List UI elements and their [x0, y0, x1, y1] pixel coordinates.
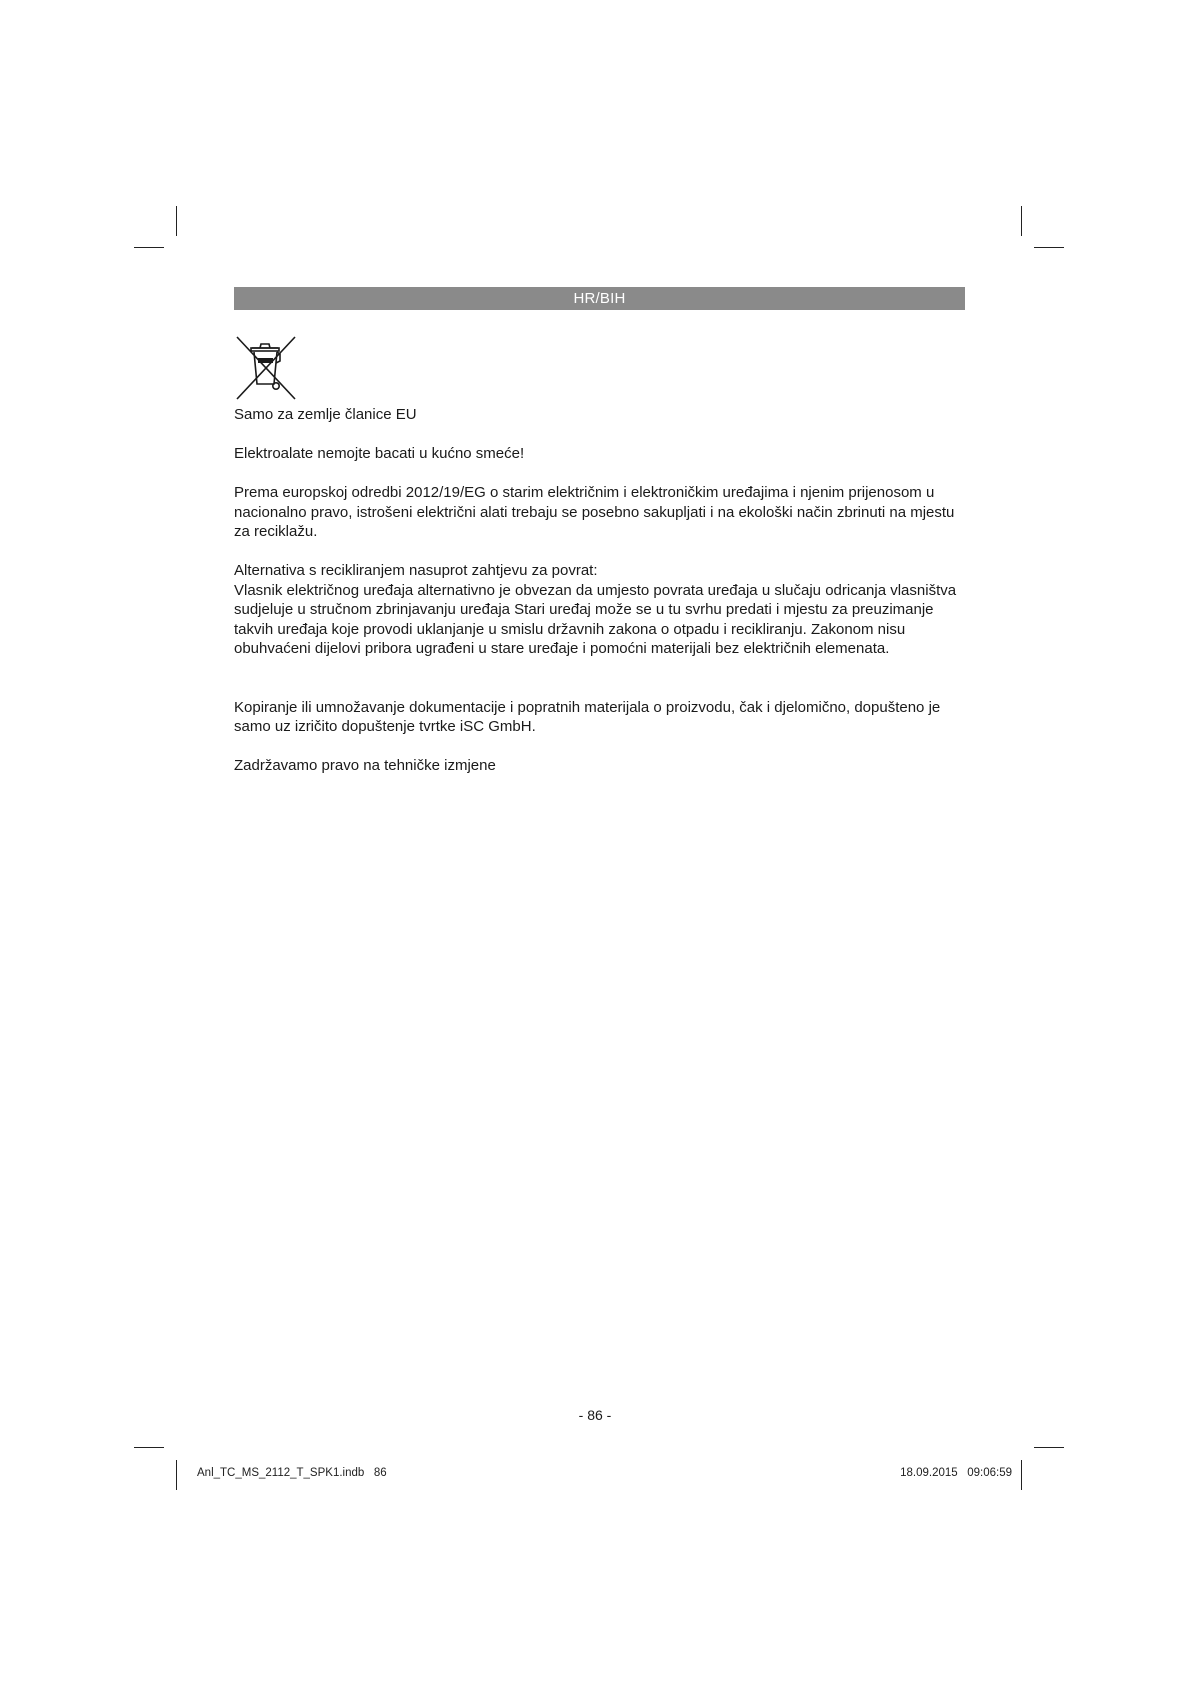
disposal-notice-content	[234, 405, 974, 795]
recycling-heading: Alternativa s recikliranjem nasuprot zahtjevu za povrat:	[234, 562, 598, 579]
language-header-bar	[234, 287, 965, 310]
crossed-out-wheelie-bin-icon	[234, 334, 298, 402]
page-number: - 86 -	[578, 1407, 612, 1423]
technical-changes-note: Zadržavamo pravo na tehničke izmjene	[234, 757, 496, 774]
crop-mark-top-left-horizontal	[134, 247, 164, 248]
crop-mark-top-right-vertical	[1021, 206, 1022, 236]
recycling-paragraph: Vlasnik električnog uređaja alternativno je obvezan da umjesto povrata uređaja u slučaju odricanja vlasništva sudjeluje u stručnom zbrinjavanju uređaja Stari uređaj može se u tu svrhu predati i mjestu za preuzimanje takvih uređaja koje provodi uklanjanje u smislu državnih zakona o otpadu i recikliranju. Zakonom nisu obuhvaćeni dijelovi pribora ugrađeni u stare uređaje i pomoćni materijali bez električnih elemenata.	[234, 581, 957, 657]
crop-mark-top-left-vertical	[176, 206, 177, 236]
crop-mark-bottom-right-horizontal	[1034, 1447, 1064, 1448]
crop-mark-bottom-right-vertical	[1021, 1460, 1022, 1490]
crop-mark-bottom-left-vertical	[176, 1460, 177, 1490]
copyright-paragraph: Kopiranje ili umnožavanje dokumentacije i popratnih materijala o proizvodu, čak i djelomično, dopušteno je samo uz izričito dopuštenje tvrtke iSC GmbH.	[234, 698, 941, 735]
directive-paragraph: Prema europskoj odredbi 2012/19/EG o starim električnim i elektroničkim uređajima i njenim prijenosom u nacionalno pravo, istrošeni električni alati trebaju se posebno sakupljati i na ekološki način zbrinuti na mjestu za reciklažu.	[234, 484, 955, 540]
print-timestamp: 18.09.2015 09:06:59	[900, 1467, 1012, 1479]
crop-mark-bottom-left-horizontal	[134, 1447, 164, 1448]
language-label: HR/BIH	[573, 290, 626, 307]
crop-mark-top-right-horizontal	[1034, 247, 1064, 248]
no-household-waste-note: Elektroalate nemojte bacati u kućno smeće!	[234, 445, 525, 462]
eu-only-note: Samo za zemlje članice EU	[234, 406, 417, 423]
file-info: Anl_TC_MS_2112_T_SPK1.indb 86	[197, 1467, 387, 1479]
